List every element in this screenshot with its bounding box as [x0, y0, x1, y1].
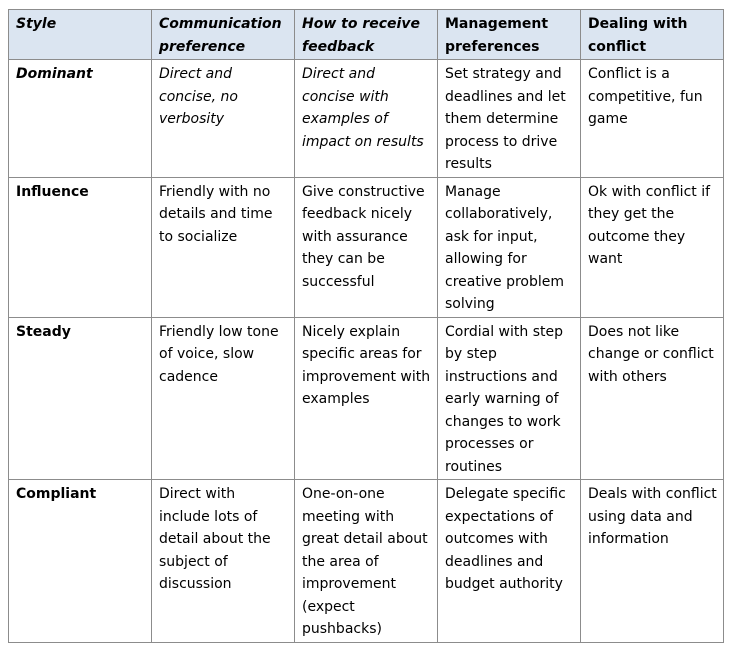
management-cell: Manage collaboratively, ask for input, allowing for creative problem solving: [438, 177, 581, 317]
feedback-cell: One-on-one meeting with great detail about the area of improvement (expect pushbacks): [295, 480, 438, 643]
style-name-cell: Steady: [9, 317, 152, 480]
header-dealing-with-conflict: Dealing with conflict: [581, 10, 724, 60]
table-header: [9, 10, 724, 60]
table-body: [9, 60, 724, 643]
header-how-to-receive-feedback: How to receive feedback: [295, 10, 438, 60]
table-row-steady: [9, 317, 724, 480]
conflict-cell: Ok with conflict if they get the outcome they want: [581, 177, 724, 317]
table-row-dominant: [9, 60, 724, 178]
conflict-cell: Does not like change or conflict with others: [581, 317, 724, 480]
style-name-cell: Compliant: [9, 480, 152, 643]
management-cell: Delegate specific expectations of outcomes with deadlines and budget authority: [438, 480, 581, 643]
management-cell: Set strategy and deadlines and let them determine process to drive results: [438, 60, 581, 178]
disc-styles-table: [8, 9, 724, 643]
header-communication-preference: Communication preference: [152, 10, 295, 60]
style-name-cell: Influence: [9, 177, 152, 317]
management-cell: Cordial with step by step instructions and early warning of changes to work processes or routines: [438, 317, 581, 480]
communication-cell: Friendly low tone of voice, slow cadence: [152, 317, 295, 480]
conflict-cell: Conflict is a competitive, fun game: [581, 60, 724, 178]
header-management-preferences: Management preferences: [438, 10, 581, 60]
conflict-cell: Deals with conflict using data and information: [581, 480, 724, 643]
communication-cell: Direct with include lots of detail about the subject of discussion: [152, 480, 295, 643]
header-style: Style: [9, 10, 152, 60]
table-row-influence: [9, 177, 724, 317]
feedback-cell: Direct and concise with examples of impact on results: [295, 60, 438, 178]
communication-cell: Direct and concise, no verbosity: [152, 60, 295, 178]
style-name-cell: Dominant: [9, 60, 152, 178]
communication-cell: Friendly with no details and time to socialize: [152, 177, 295, 317]
header-row: [9, 10, 724, 60]
feedback-cell: Give constructive feedback nicely with assurance they can be successful: [295, 177, 438, 317]
feedback-cell: Nicely explain specific areas for improvement with examples: [295, 317, 438, 480]
table-row-compliant: [9, 480, 724, 643]
